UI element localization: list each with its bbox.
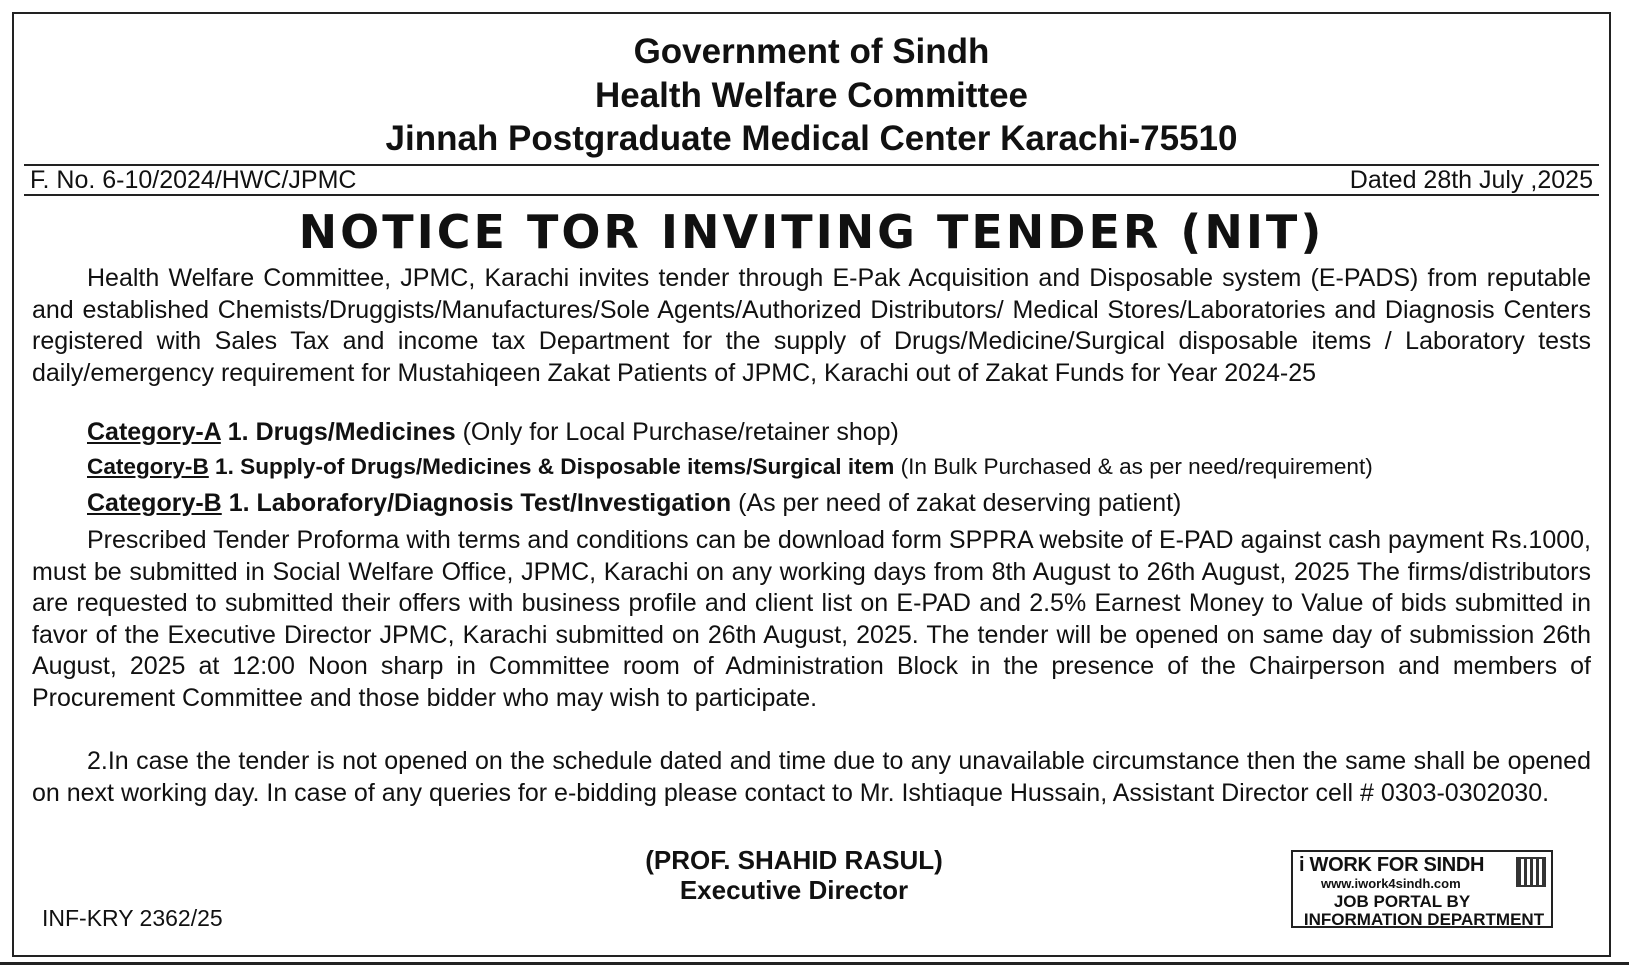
header-institution: Jinnah Postgraduate Medical Center Karachi-75510: [385, 119, 1238, 158]
category-note: (As per need of zakat deserving patient): [731, 489, 1182, 517]
paragraph-invitation: Health Welfare Committee, JPMC, Karachi invites tender through E-Pak Acquisition and Disposable system (E-PADS) from reputable and established Chemists/Druggists/Manufactures/Sole Agents/Authorized Distributors/ Medical Stores/Laboratories and Diagnosis Centers registered with Sales Tax and income tax Department for the supply of Drugs/Medicine/Surgical disposable items / Laboratory tests daily/emergency requirement for Mustahiqeen Zakat Patients of JPMC, Karachi out of Zakat Funds for Year 2024-25: [32, 264, 1591, 387]
notice-frame: [12, 12, 1611, 957]
reference-line: [24, 164, 1599, 196]
inf-code: INF-KRY 2362/25: [42, 905, 223, 931]
badge-website: www.iwork4sindh.com: [1321, 876, 1461, 891]
iwork-for-sindh-badge: [1291, 850, 1553, 928]
category-label: Category-A: [87, 418, 221, 446]
category-title: 1. Laborafory/Diagnosis Test/Investigation: [221, 489, 732, 517]
qr-code-icon: [1516, 857, 1546, 887]
file-number: F. No. 6-10/2024/HWC/JPMC: [30, 166, 357, 194]
badge-brand: i WORK FOR SINDH: [1299, 854, 1485, 876]
category-label: Category-B: [87, 454, 209, 479]
paragraph-contingency: 2.In case the tender is not opened on the schedule dated and time due to any unavailable circumstance then the same shall be opened on next working day. In case of any queries for e-bidding please contact to Mr. Ishtiaque Hussain, Assistant Director cell # 0303-0302030.: [32, 747, 1591, 807]
header-committee: Health Welfare Committee: [594, 76, 1029, 115]
category-item: [87, 417, 899, 447]
notice-date: Dated 28th July ,2025: [1349, 166, 1593, 194]
notice-title: NOTICE TOR INVITING TENDER (NIT): [298, 205, 1325, 259]
category-label: Category-B: [87, 489, 222, 517]
header-government: Government of Sindh: [633, 32, 990, 71]
badge-portal-line2: INFORMATION DEPARTMENT: [1303, 910, 1545, 929]
signatory-designation: Executive Director: [679, 875, 909, 905]
category-note: (In Bulk Purchased & as per need/requirement): [894, 454, 1373, 479]
badge-portal-line1: JOB PORTAL BY: [1333, 892, 1471, 911]
category-note: (Only for Local Purchase/retainer shop): [455, 418, 899, 446]
category-title: 1. Drugs/Medicines: [220, 418, 456, 446]
category-item: [87, 452, 1373, 482]
category-title: 1. Supply-of Drugs/Medicines & Disposable items/Surgical item: [208, 454, 895, 479]
category-item: [87, 488, 1181, 518]
bottom-divider: [0, 962, 1629, 965]
paragraph-terms: Prescribed Tender Proforma with terms and conditions can be download form SPPRA website of E-PAD against cash payment Rs.1000, must be submitted in Social Welfare Office, JPMC, Karachi on any working days from 8th August to 26th August, 2025 The firms/distributors are requested to submitted their offers with business profile and client list on E-PAD and 2.5% Earnest Money to Value of bids submitted in favor of the Executive Director JPMC, Karachi submitted on 26th August, 2025. The tender will be opened on same day of submission 26th August, 2025 at 12:00 Noon sharp in Committee room of Administration Block in the presence of the Chairperson and members of Procurement Committee and those bidder who may wish to participate.: [32, 526, 1591, 712]
signatory-name: (PROF. SHAHID RASUL): [645, 845, 943, 875]
